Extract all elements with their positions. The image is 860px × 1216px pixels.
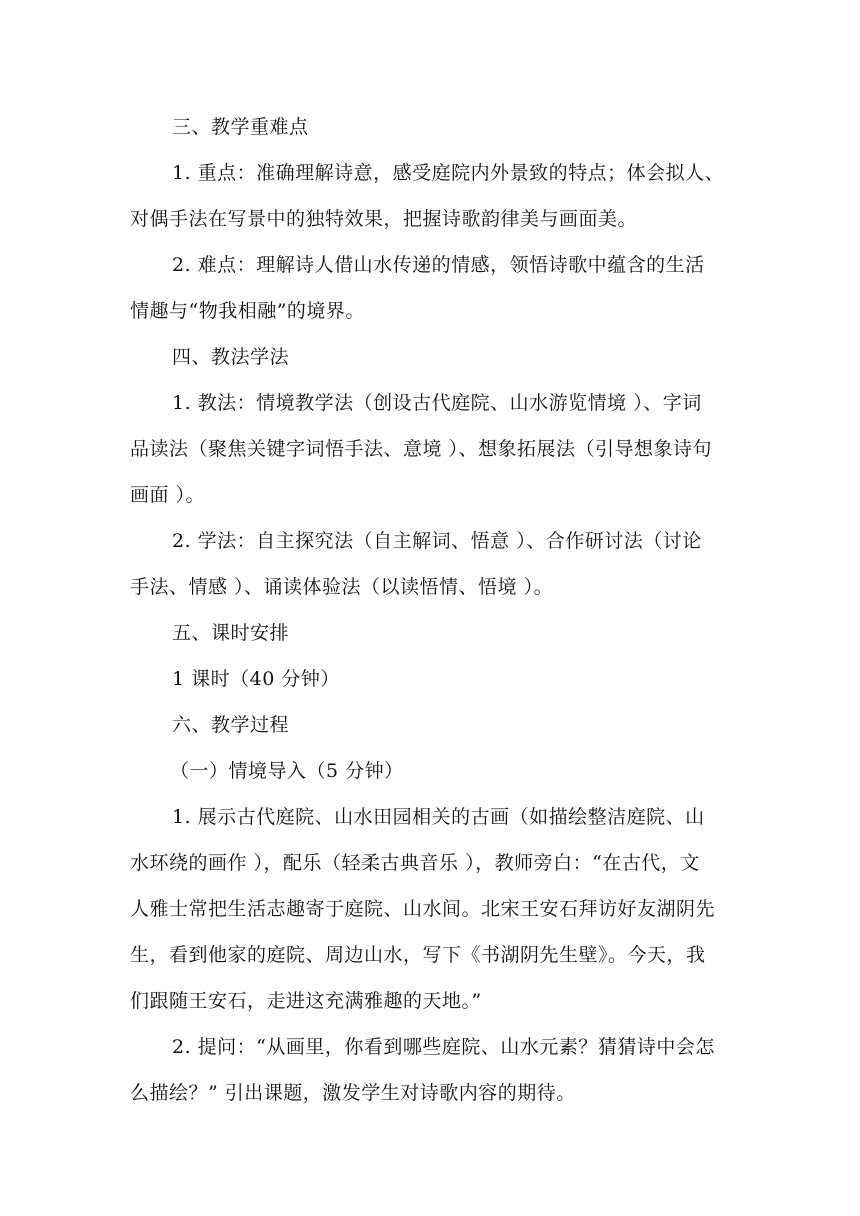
paragraph-line: 1. 教法：情境教学法（创设古代庭院、山水游览情境 ）、字词 xyxy=(172,392,702,414)
paragraph-line: 么描绘？” 引出课题，激发学生对诗歌内容的期待。 xyxy=(130,1082,576,1104)
paragraph-line: 1 课时（40 分钟） xyxy=(172,668,340,690)
section-heading-5: 五、课时安排 xyxy=(172,622,290,644)
paragraph-line: 人雅士常把生活志趣寄于庭院、山水间。北宋王安石拜访好友湖阴先 xyxy=(130,898,716,920)
subsection-heading: （一）情境导入（5 分钟） xyxy=(170,760,404,782)
section-heading-6: 六、教学过程 xyxy=(172,714,290,736)
paragraph-line: 2. 学法：自主探究法（自主解词、悟意 ）、合作研讨法（讨论 xyxy=(172,530,702,552)
paragraph-line: 1. 展示古代庭院、山水田园相关的古画（如描绘整洁庭院、山 xyxy=(172,806,705,828)
section-heading-3: 三、教学重难点 xyxy=(172,116,309,138)
paragraph-line: 们跟随王安石，走进这充满雅趣的天地。” xyxy=(130,990,482,1012)
paragraph-line: 生，看到他家的庭院、周边山水，写下《书湖阴先生壁》。今天，我 xyxy=(130,944,706,966)
paragraph-line: 品读法（聚焦关键字词悟手法、意境 ）、想象拓展法（引导想象诗句 xyxy=(130,438,713,460)
section-heading-4: 四、教法学法 xyxy=(172,346,290,368)
paragraph-line: 对偶手法在写景中的独特效果，把握诗歌韵律美与画面美。 xyxy=(130,208,638,230)
paragraph-line: 画面 ）。 xyxy=(130,484,206,506)
paragraph-line: 2. 提问：“从画里，你看到哪些庭院、山水元素？猜猜诗中会怎 xyxy=(172,1036,715,1058)
paragraph-line: 1. 重点：准确理解诗意，感受庭院内外景致的特点；体会拟人、 xyxy=(172,162,725,184)
paragraph-line: 手法、情感 ）、诵读体验法（以读悟情、悟境 ）。 xyxy=(130,576,554,598)
paragraph-line: 水环绕的画作 ），配乐（轻柔古典音乐 ），教师旁白：“在古代，文 xyxy=(130,852,700,874)
paragraph-line: 2. 难点：理解诗人借山水传递的情感，领悟诗歌中蕴含的生活 xyxy=(172,254,705,276)
paragraph-line: 情趣与“物我相融”的境界。 xyxy=(130,300,365,322)
